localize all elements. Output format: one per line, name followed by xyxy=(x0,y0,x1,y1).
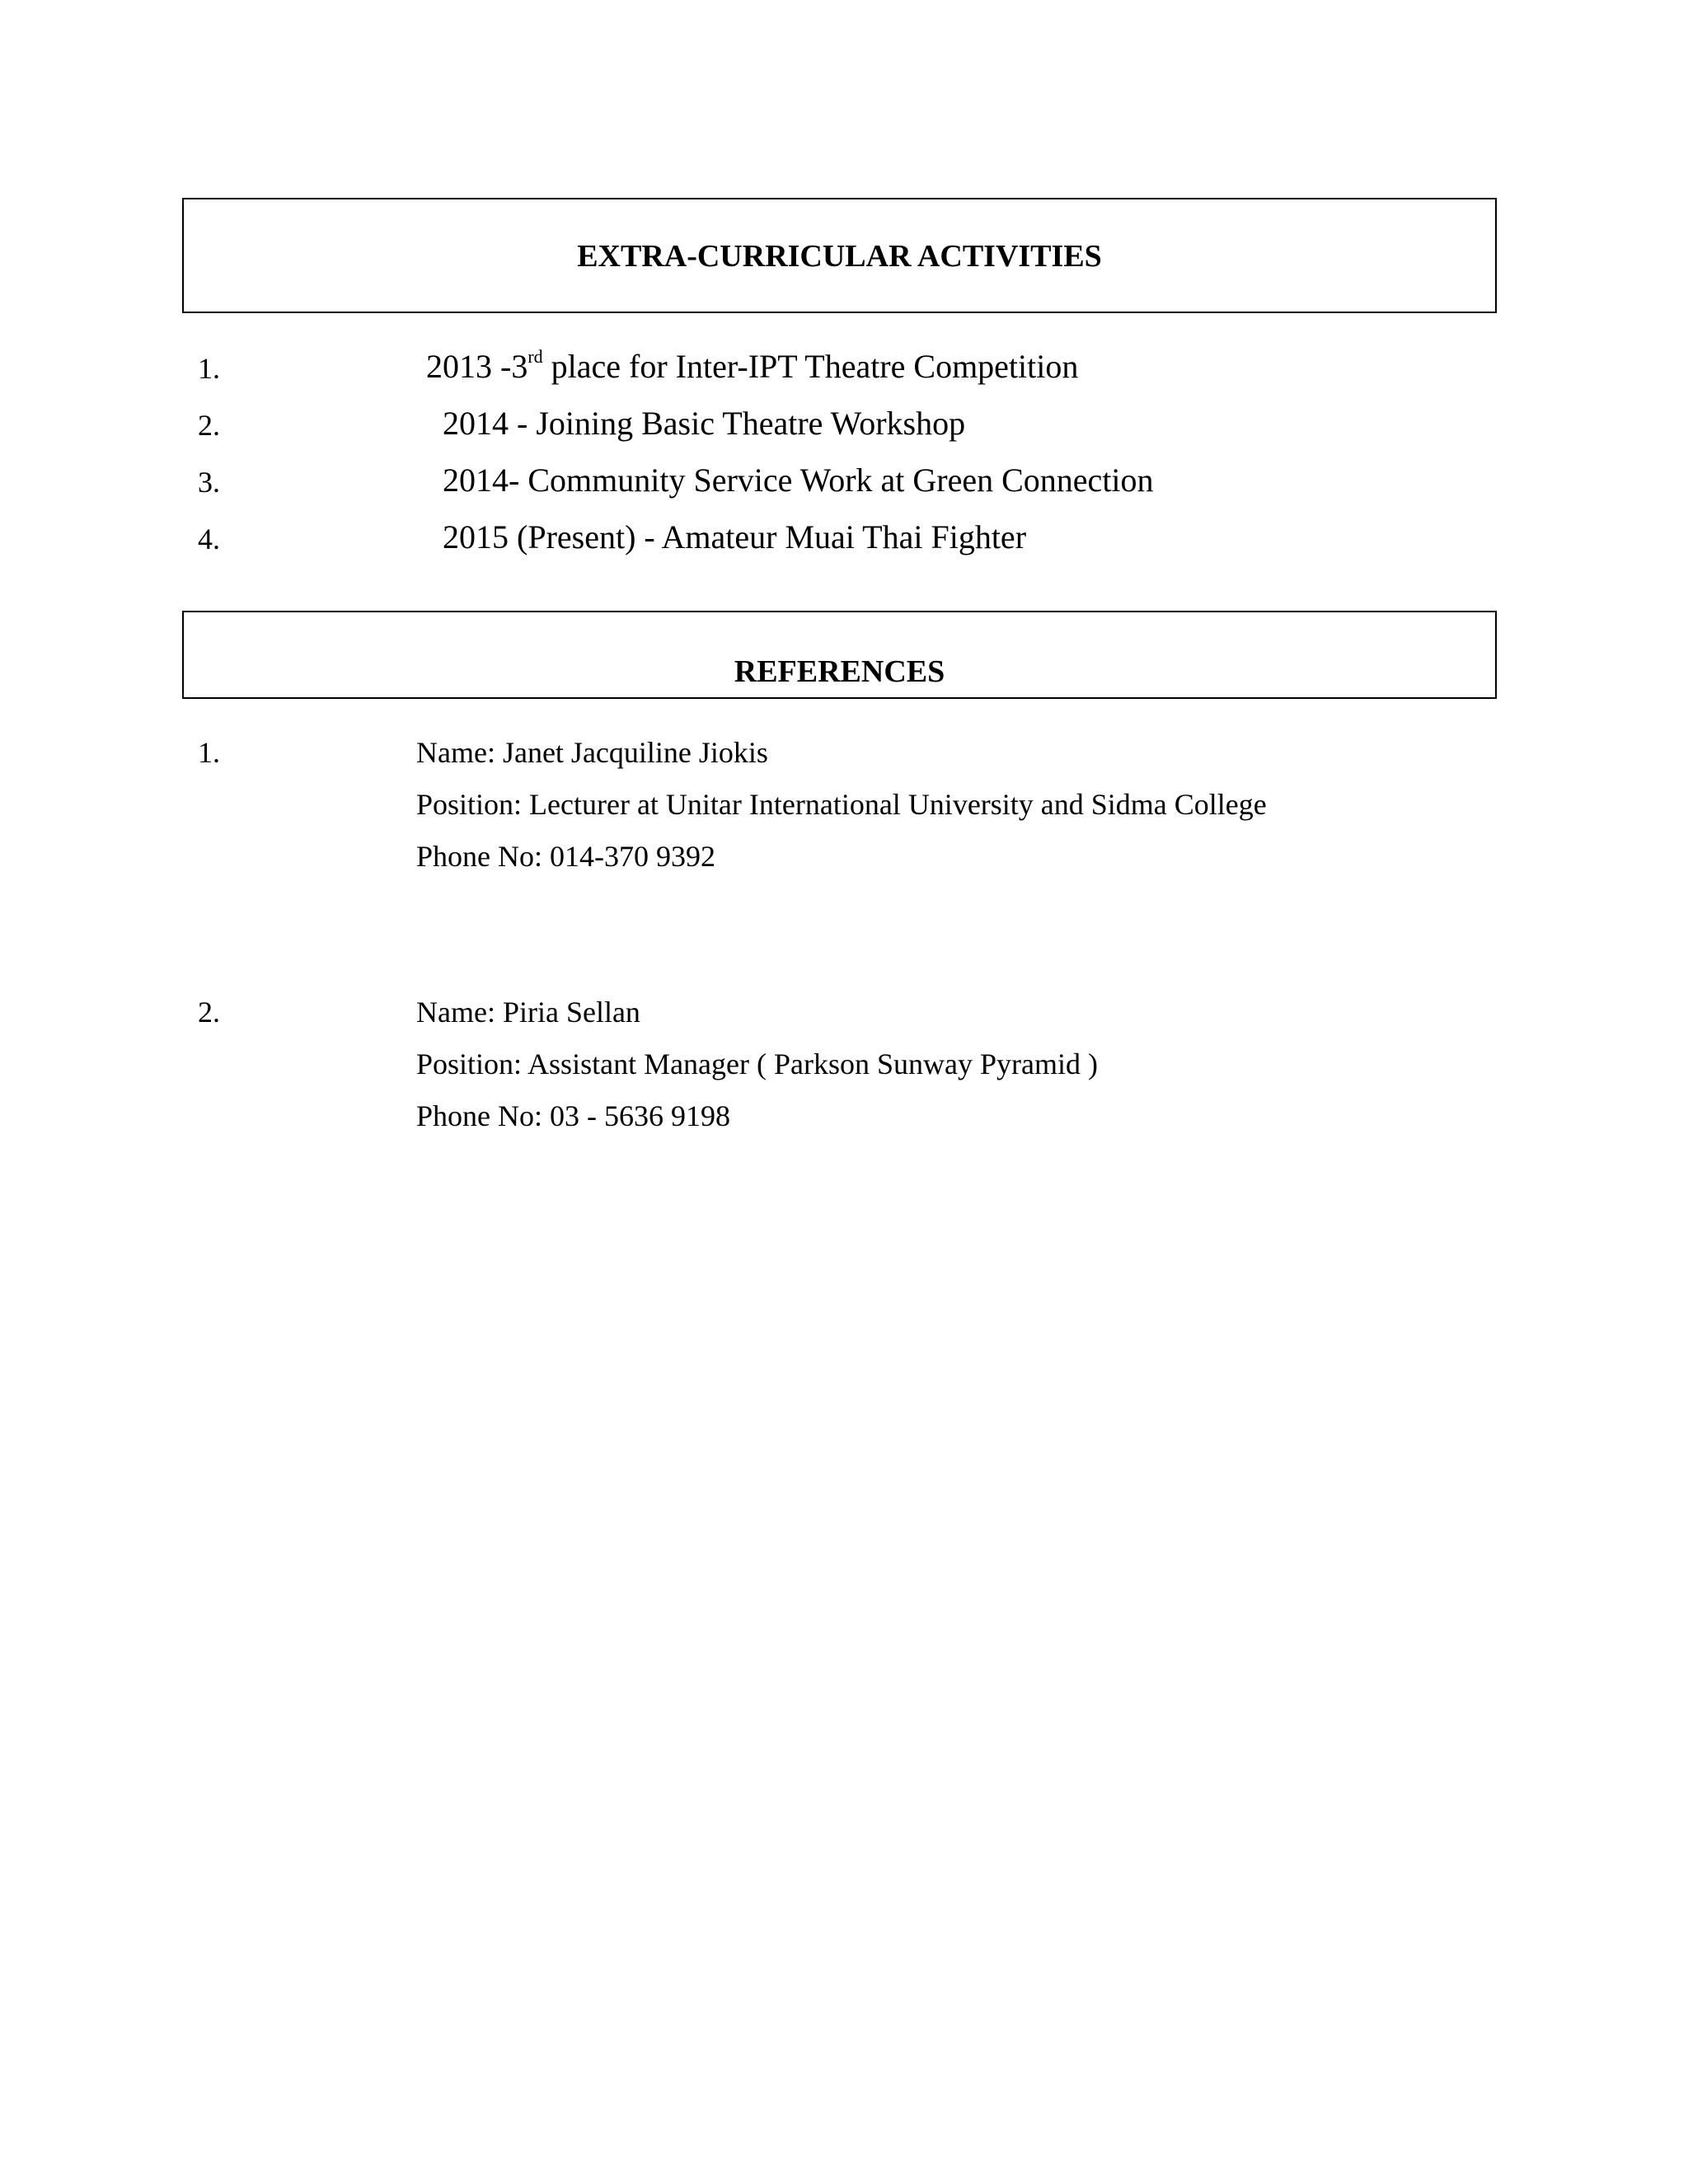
activity-item: 2015 (Present) - Amateur Muai Thai Fighter xyxy=(443,518,1027,555)
references-heading-box xyxy=(182,611,1497,699)
activity-number: 4. xyxy=(198,523,220,555)
reference-number: 1. xyxy=(198,736,220,769)
reference-name: Name: Janet Jacquiline Jiokis xyxy=(416,736,768,769)
activity-text-suffix: place for Inter-IPT Theatre Competition xyxy=(542,348,1079,385)
references-heading: REFERENCES xyxy=(734,654,945,689)
activity-superscript: rd xyxy=(528,345,543,367)
reference-position: Position: Lecturer at Unitar International University and Sidma College xyxy=(416,788,1267,821)
extracurricular-heading: EXTRA-CURRICULAR ACTIVITIES xyxy=(577,239,1102,274)
activity-number: 3. xyxy=(198,466,220,499)
activity-item: 2014- Community Service Work at Green Connection xyxy=(443,462,1154,499)
reference-number: 2. xyxy=(198,996,220,1029)
reference-phone: Phone No: 014-370 9392 xyxy=(416,840,715,873)
activity-item xyxy=(426,347,1078,387)
reference-name: Name: Piria Sellan xyxy=(416,996,640,1029)
reference-position: Position: Assistant Manager ( Parkson Sunway Pyramid ) xyxy=(416,1047,1098,1080)
reference-phone: Phone No: 03 - 5636 9198 xyxy=(416,1099,730,1132)
extracurricular-heading-box xyxy=(182,198,1497,313)
activity-number: 1. xyxy=(198,352,220,385)
activity-text-prefix: 2013 -3 xyxy=(426,348,528,385)
activity-number: 2. xyxy=(198,409,220,442)
activity-item: 2014 - Joining Basic Theatre Workshop xyxy=(443,405,966,442)
